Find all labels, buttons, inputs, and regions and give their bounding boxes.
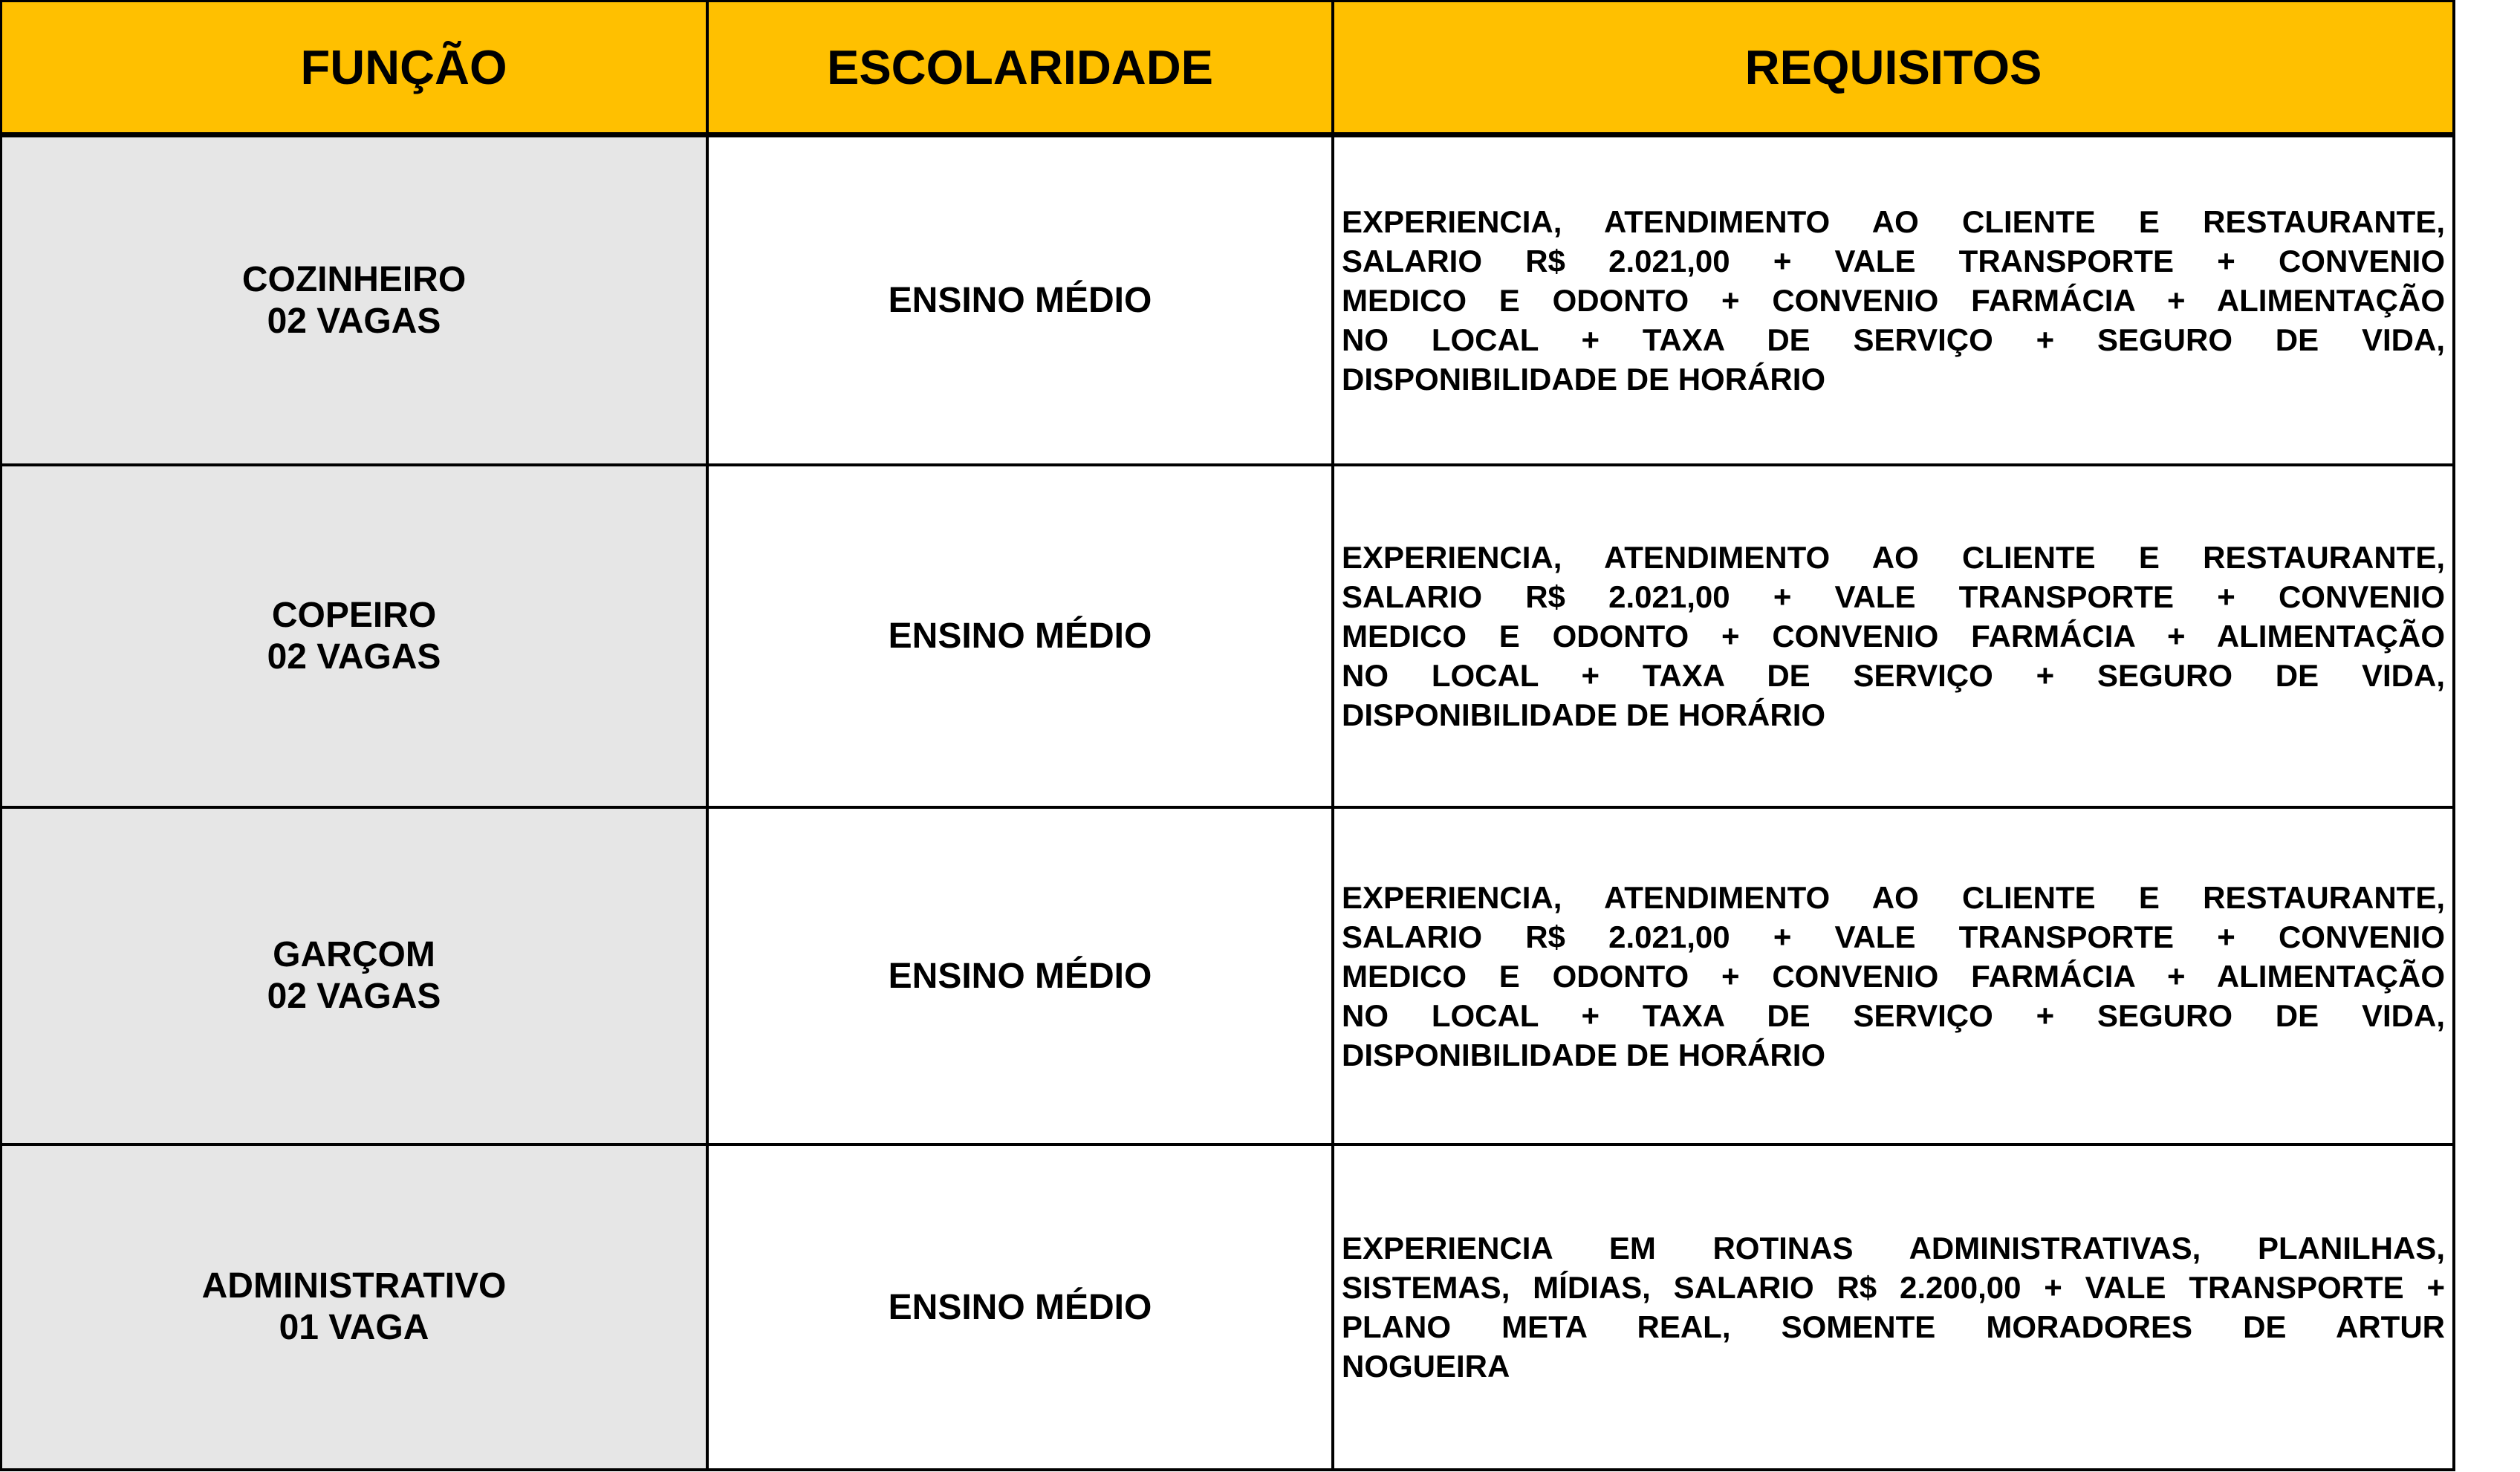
requisitos-line: SISTEMAS, MÍDIAS, SALARIO R$ 2.200,00 + VALE TRANSPORTE + <box>1342 1270 2445 1305</box>
requisitos-line: EXPERIENCIA, ATENDIMENTO AO CLIENTE E RESTAURANTE, <box>1342 204 2445 239</box>
requisitos-line: DISPONIBILIDADE DE HORÁRIO <box>1342 1037 1826 1072</box>
header-label-escolaridade: ESCOLARIDADE <box>826 40 1214 94</box>
header-cell-escolaridade <box>709 2 1334 137</box>
job-title: GARÇOM <box>273 935 435 974</box>
requisitos-line: DISPONIBILIDADE DE HORÁRIO <box>1342 697 1826 732</box>
job-vacancy-count: 02 VAGAS <box>267 301 441 341</box>
requisitos-line: MEDICO E ODONTO + CONVENIO FARMÁCIA + ALIMENTAÇÃO <box>1342 283 2445 318</box>
education-level: ENSINO MÉDIO <box>888 956 1152 996</box>
requisitos-line: NOGUEIRA <box>1342 1349 1510 1384</box>
requisitos-line: NO LOCAL + TAXA DE SERVIÇO + SEGURO DE VIDA, <box>1342 997 2445 1033</box>
requisitos-line: SALARIO R$ 2.021,00 + VALE TRANSPORTE + CONVENIO <box>1342 919 2445 954</box>
education-level: ENSINO MÉDIO <box>888 281 1152 320</box>
table-row-3-escolaridade-cell <box>709 809 1334 1146</box>
job-title: COZINHEIRO <box>241 259 467 299</box>
requisitos-line: MEDICO E ODONTO + CONVENIO FARMÁCIA + ALIMENTAÇÃO <box>1342 958 2445 994</box>
education-level: ENSINO MÉDIO <box>888 616 1152 656</box>
table-row-4-escolaridade-cell <box>709 1146 1334 1471</box>
requisitos-line: SALARIO R$ 2.021,00 + VALE TRANSPORTE + CONVENIO <box>1342 579 2445 614</box>
requisitos-line: EXPERIENCIA EM ROTINAS ADMINISTRATIVAS, PLANILHAS, <box>1342 1231 2445 1266</box>
requisitos-line: EXPERIENCIA, ATENDIMENTO AO CLIENTE E RESTAURANTE, <box>1342 540 2445 575</box>
header-cell-funcao <box>2 2 709 137</box>
requisitos-line: EXPERIENCIA, ATENDIMENTO AO CLIENTE E RESTAURANTE, <box>1342 879 2445 915</box>
requisitos-line: SALARIO R$ 2.021,00 + VALE TRANSPORTE + CONVENIO <box>1342 244 2445 279</box>
table-row-1-requisitos-cell <box>1334 137 2455 466</box>
header-label-requisitos: REQUISITOS <box>1744 40 2042 94</box>
job-vacancy-count: 02 VAGAS <box>267 636 441 677</box>
table-row-1-funcao-cell <box>2 137 709 466</box>
table-row-2-requisitos-cell <box>1334 466 2455 809</box>
table-row-3-requisitos-cell <box>1334 809 2455 1146</box>
job-vacancy-count: 01 VAGA <box>279 1308 429 1347</box>
education-level: ENSINO MÉDIO <box>888 1287 1152 1327</box>
job-title: COPEIRO <box>271 595 437 635</box>
table-row-1-escolaridade-cell <box>709 137 1334 466</box>
header-cell-requisitos <box>1334 2 2455 137</box>
table-row-3-funcao-cell <box>2 809 709 1146</box>
requisitos-line: MEDICO E ODONTO + CONVENIO FARMÁCIA + ALIMENTAÇÃO <box>1342 619 2445 654</box>
requisitos-line: PLANO META REAL, SOMENTE MORADORES DE ARTUR <box>1342 1309 2445 1344</box>
requisitos-line: DISPONIBILIDADE DE HORÁRIO <box>1342 362 1826 397</box>
job-vacancy-count: 02 VAGAS <box>267 977 441 1016</box>
header-label-funcao: FUNÇÃO <box>300 40 507 94</box>
table-row-4-funcao-cell <box>2 1146 709 1471</box>
requisitos-line: NO LOCAL + TAXA DE SERVIÇO + SEGURO DE VIDA, <box>1342 658 2445 693</box>
table-row-4-requisitos-cell <box>1334 1146 2455 1471</box>
job-title: ADMINISTRATIVO <box>201 1266 507 1306</box>
requisitos-line: NO LOCAL + TAXA DE SERVIÇO + SEGURO DE VIDA, <box>1342 322 2445 357</box>
table-row-2-funcao-cell <box>2 466 709 809</box>
table-row-2-escolaridade-cell <box>709 466 1334 809</box>
